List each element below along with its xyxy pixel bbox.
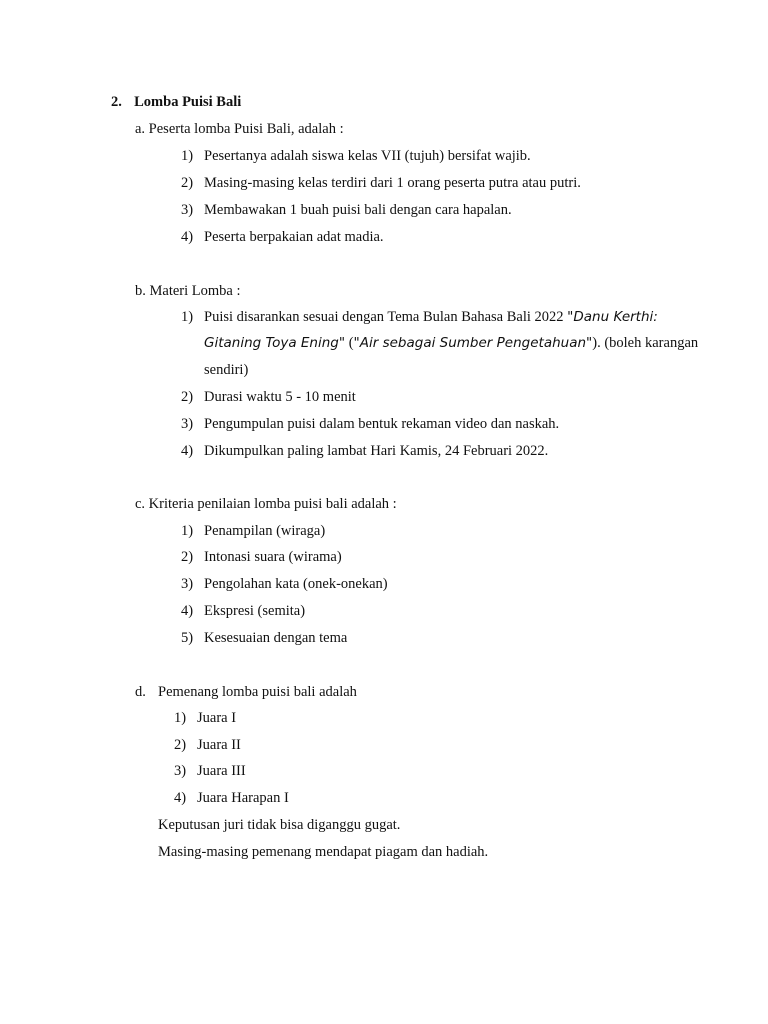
list-number: 1)	[181, 309, 194, 325]
list-item	[181, 548, 342, 566]
list-item-continuation: sendiri)	[204, 362, 249, 378]
list-text: Juara I	[197, 710, 237, 726]
list-text: Juara III	[197, 763, 246, 779]
part-a-heading: a. Peserta lomba Puisi Bali, adalah :	[135, 121, 344, 137]
list-text: Ekspresi (semita)	[204, 603, 306, 619]
list-number: 3)	[181, 202, 194, 218]
list-item	[181, 308, 658, 326]
list-text: Dikumpulkan paling lambat Hari Kamis, 24 Februari 2022.	[204, 443, 549, 459]
list-text: Penampilan (wiraga)	[204, 523, 326, 539]
list-item	[174, 736, 241, 754]
part-d-letter: d.	[135, 684, 146, 700]
section-heading	[111, 93, 241, 111]
part-d-heading-text: Pemenang lomba puisi bali adalah	[158, 684, 357, 700]
list-item	[174, 789, 289, 807]
list-item	[181, 415, 559, 433]
list-text: Masing-masing kelas terdiri dari 1 orang peserta putra atau putri.	[204, 175, 581, 191]
list-text: Membawakan 1 buah puisi bali dengan cara hapalan.	[204, 202, 512, 218]
list-number: 4)	[181, 229, 194, 245]
list-text: ). (boleh karangan	[592, 335, 699, 351]
list-number: 1)	[181, 523, 194, 539]
section-title: Lomba Puisi Bali	[134, 94, 242, 110]
list-text: Juara Harapan I	[197, 790, 289, 806]
list-text: Pengumpulan puisi dalam bentuk rekaman video dan naskah.	[204, 416, 560, 432]
list-text: Kesesuaian dengan tema	[204, 630, 348, 646]
list-text: Puisi disarankan sesuai dengan Tema Bulan Bahasa Bali 2022	[204, 309, 568, 325]
list-number: 4)	[174, 790, 187, 806]
list-text: Peserta berpakaian adat madia.	[204, 229, 384, 245]
jury-decision-note: Keputusan juri tidak bisa diganggu gugat.	[158, 817, 401, 833]
list-number: 1)	[181, 148, 194, 164]
part-b-heading: b. Materi Lomba :	[135, 283, 241, 299]
list-number: 5)	[181, 630, 194, 646]
list-item-continuation	[204, 334, 698, 352]
list-number: 2)	[174, 737, 187, 753]
list-item	[181, 147, 531, 165]
list-item	[181, 575, 388, 593]
list-text: Durasi waktu 5 - 10 menit	[204, 389, 356, 405]
list-item	[174, 709, 236, 727]
list-text: Intonasi suara (wirama)	[204, 549, 342, 565]
list-number: 3)	[174, 763, 187, 779]
part-d-heading	[135, 683, 357, 701]
list-item	[174, 762, 246, 780]
list-number: 1)	[174, 710, 187, 726]
list-text: Pengolahan kata (onek-onekan)	[204, 576, 388, 592]
theme-title-italic: "Danu Kerthi:	[567, 309, 658, 325]
theme-title-italic: Gitaning Toya Ening"	[204, 335, 346, 351]
list-text: Juara II	[197, 737, 241, 753]
list-item	[181, 629, 347, 647]
list-number: 2)	[181, 549, 194, 565]
list-number: 3)	[181, 416, 194, 432]
list-number: 4)	[181, 443, 194, 459]
list-text: Pesertanya adalah siswa kelas VII (tujuh) bersifat wajib.	[204, 148, 531, 164]
prize-note: Masing-masing pemenang mendapat piagam dan hadiah.	[158, 844, 489, 860]
list-number: 2)	[181, 389, 194, 405]
list-item	[181, 388, 356, 406]
part-c-heading: c. Kriteria penilaian lomba puisi bali adalah :	[135, 496, 397, 512]
list-item	[181, 201, 512, 219]
list-number: 4)	[181, 603, 194, 619]
list-item	[181, 228, 384, 246]
list-item	[181, 442, 548, 460]
list-number: 2)	[181, 175, 194, 191]
list-number: 3)	[181, 576, 194, 592]
theme-subtitle-italic: "Air sebagai Sumber Pengetahuan"	[353, 335, 593, 351]
section-number: 2.	[111, 94, 122, 110]
list-item	[181, 174, 581, 192]
list-item	[181, 602, 305, 620]
list-text: (	[345, 335, 354, 351]
list-item	[181, 522, 325, 540]
